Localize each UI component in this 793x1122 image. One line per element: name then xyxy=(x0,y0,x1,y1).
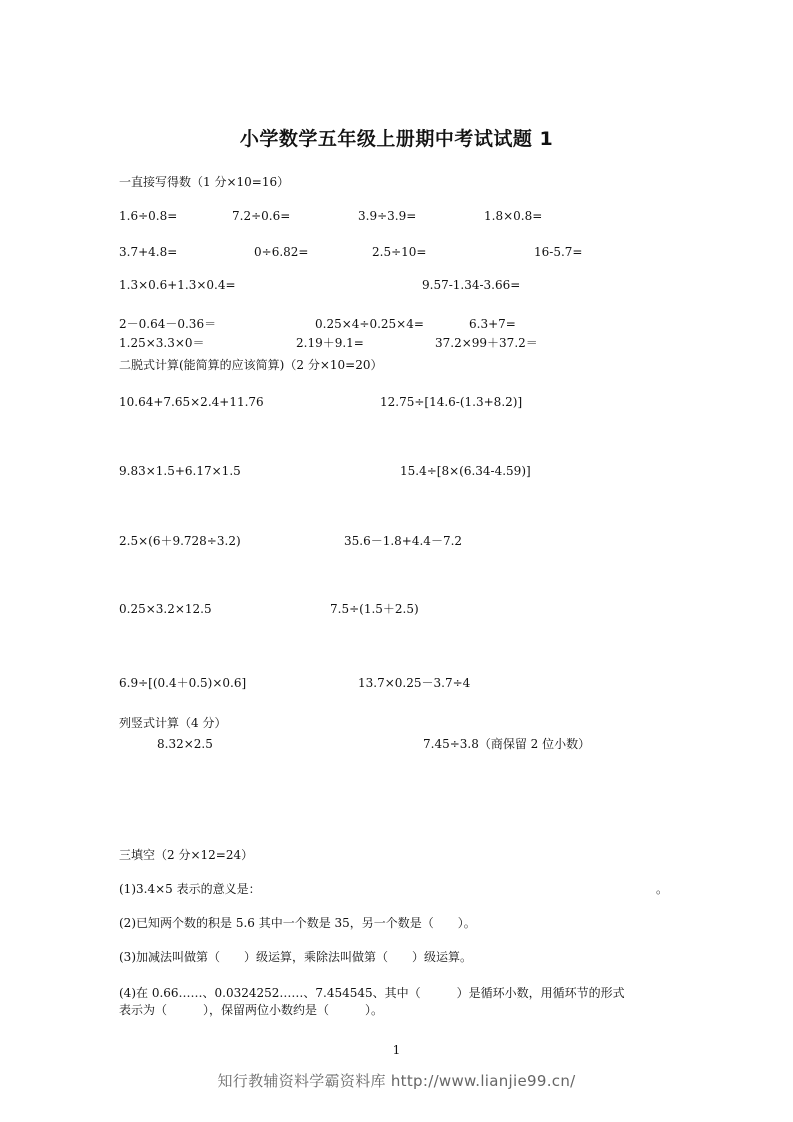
problem: 0.25×4÷0.25×4= xyxy=(315,317,424,331)
problem: 2.5÷10= xyxy=(372,245,427,259)
question-4-line2: 表示为（ ），保留两位小数约是（ ）。 xyxy=(119,1003,384,1017)
problem: 1.8×0.8= xyxy=(484,209,543,223)
question-2: (2)已知两个数的积是 5.6 其中一个数是 35，另一个数是（ ）。 xyxy=(119,916,476,930)
problem: 13.7×0.25－3.7÷4 xyxy=(358,676,471,690)
problem: 37.2×99＋37.2＝ xyxy=(435,336,538,350)
problem: 7.2÷0.6= xyxy=(232,209,291,223)
problem: 10.64+7.65×2.4+11.76 xyxy=(119,395,264,409)
section3-heading: 三填空（2 分×12=24） xyxy=(119,848,254,862)
problem: 35.6－1.8+4.4－7.2 xyxy=(344,534,463,548)
problem: 0÷6.82= xyxy=(254,245,309,259)
problem: 1.25×3.3×0＝ xyxy=(119,336,205,350)
problem: 9.83×1.5+6.17×1.5 xyxy=(119,464,241,478)
problem: 1.3×0.6+1.3×0.4= xyxy=(119,278,236,292)
problem: 7.45÷3.8（商保留 2 位小数） xyxy=(423,737,591,751)
section2-heading: 二脱式计算(能简算的应该简算)（2 分×10=20） xyxy=(119,358,383,372)
problem: 6.3+7= xyxy=(469,317,516,331)
question-3: (3)加减法叫做第（ ）级运算，乘除法叫做第（ ）级运算。 xyxy=(119,950,473,964)
problem: 3.9÷3.9= xyxy=(358,209,417,223)
problem: 3.7+4.8= xyxy=(119,245,178,259)
question-4-line1: (4)在 0.66……、0.0324252……、7.454545、其中（ ）是循环小数，用循环节的形式 xyxy=(119,986,625,1000)
problem: 2.5×(6＋9.728÷3.2) xyxy=(119,534,241,548)
page-title: 小学数学五年级上册期中考试试题 1 xyxy=(239,128,554,150)
section1-heading: 一直接写得数（1 分×10=16） xyxy=(119,175,290,189)
problem: 2－0.64－0.36＝ xyxy=(119,317,217,331)
problem: 16-5.7= xyxy=(534,245,583,259)
problem: 2.19＋9.1= xyxy=(296,336,364,350)
problem: 7.5÷(1.5＋2.5) xyxy=(330,602,419,616)
problem: 0.25×3.2×12.5 xyxy=(119,602,212,616)
page-number: 1 xyxy=(392,1043,401,1057)
footer-watermark: 知行教辅资料学霸资料库 http://www.lianjie99.cn/ xyxy=(217,1072,576,1090)
problem: 6.9÷[(0.4＋0.5)×0.6] xyxy=(119,676,247,690)
problem: 1.6÷0.8= xyxy=(119,209,178,223)
question-1: (1)3.4×5 表示的意义是： xyxy=(119,882,261,896)
problem: 15.4÷[8×(6.34-4.59)] xyxy=(400,464,531,478)
problem: 8.32×2.5 xyxy=(157,737,213,751)
question-1-end: 。 xyxy=(656,882,669,896)
problem: 12.75÷[14.6-(1.3+8.2)] xyxy=(380,395,523,409)
problem: 9.57-1.34-3.66= xyxy=(422,278,521,292)
vertical-calc-heading: 列竖式计算（4 分） xyxy=(119,716,227,730)
